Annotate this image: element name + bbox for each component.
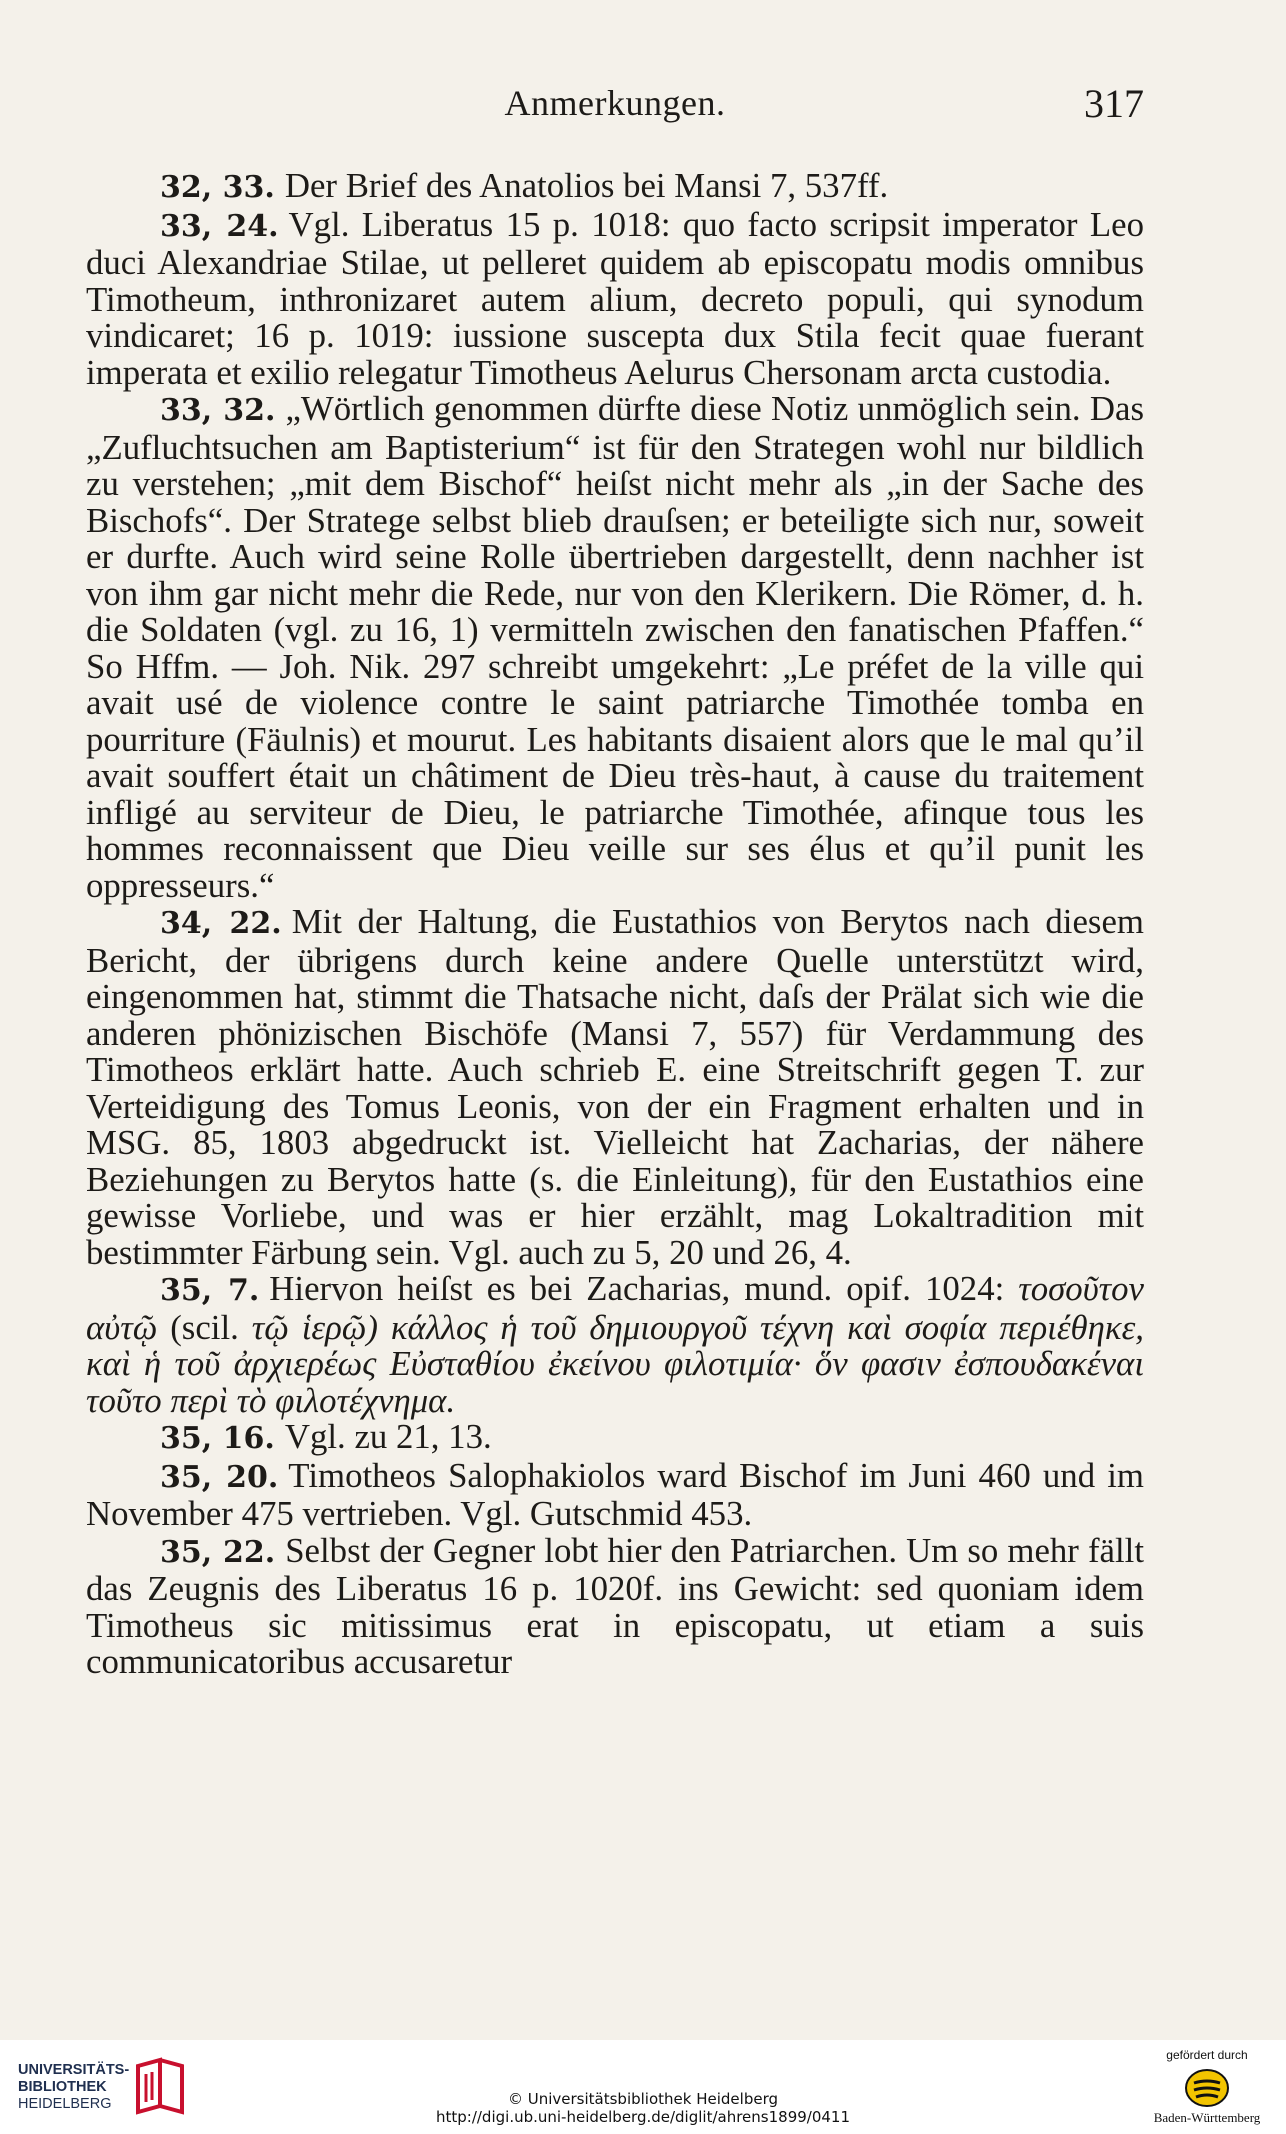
note-text: Vgl. zu 21, 13. (284, 1417, 492, 1456)
note-35-16 (86, 1419, 1144, 1458)
note-ref: 34, 22. (160, 906, 282, 941)
library-name-line: HEIDELBERG (18, 2096, 112, 2112)
running-title: Anmerkungen. (504, 83, 726, 123)
note-text: „Wörtlich genommen dürfte diese Notiz unmöglich sein. Das „Zufluchtsuchen am Baptisterium“ ist für den Strategen wohl nur bildlich zu verstehen; „mit dem Bischof“ heiſst nicht mehr als „in der Sache des Bischofs“. Der Stratege selbst blieb drauſsen; er beteiligte sich nur, soweit er durfte. Auch wird seine Rolle übertrieben dargestellt, denn nachher ist von ihm gar nicht mehr die Rede, nur von den Klerikern. Die Römer, d. h. die Soldaten (vgl. zu 16, 1) vermitteln zwischen den fanatischen Pfaffen.“ So Hffm. — Joh. Nik. 297 schreibt umgekehrt: „Le préfet de la ville qui avait usé de violence contre le saint patriarche Timothée tomba en pourriture (Fäulnis) et mourut. Les habitants disaient alors que le mal qu’il avait souffert était un châtiment de Dieu très-haut, à cause du traitement infligé au serviteur de Dieu, le patriarche Timothée, afinque tous les hommes reconnaissent que Dieu veille sur ses élus et qu’il punit les oppresseurs.“ (86, 389, 1144, 905)
note-text: Der Brief des Anatolios bei Mansi 7, 537ff. (284, 166, 889, 205)
note-text: Vgl. Liberatus 15 p. 1018: quo facto scripsit imperator Leo duci Alexandriae Stilae, ut pelleret quidem ab episcopatu modis omnibus Timotheum, inthronizaret autem alium, decreto populi, qui synodum vindicaret; 16 p. 1019: iussione suscepta dux Stila fecit quae fuerant imperata et exilio relegatur Timotheus Aelurus Chersonam arcta custodia. (86, 204, 1144, 392)
note-35-20 (86, 1455, 1144, 1533)
note-33-32 (86, 391, 1144, 904)
source-url-link[interactable]: http://digi.ub.uni-heidelberg.de/diglit/ahrens1899/0411 (435, 2108, 851, 2126)
state-coat-of-arms-icon (1184, 2068, 1230, 2108)
note-33-24 (86, 204, 1144, 392)
note-32-33 (86, 168, 1144, 207)
sponsor-label: gefördert durch (1166, 2048, 1248, 2062)
note-text: Mit der Haltung, die Eustathios von Berytos nach diesem Bericht, der übrigens durch keine andere Quelle unterstützt wird, eingenommen hat, stimmt die Thatsache nicht, daſs der Prälat sich wie die anderen phönizischen Bischöfe (Mansi 7, 557) für Verdammung des Timotheos erklärt hatte. Auch schrieb E. eine Streitschrift gegen T. zur Verteidigung des Tomus Leonis, von der ein Fragment erhalten und in MSG. 85, 1803 abgedruckt ist. Vielleicht hat Zacharias, der nähere Beziehungen zu Berytos hatte (s. die Einleitung), für den Eustathios eine gewisse Vorliebe, und was er hier erzählt, mag Lokaltradition mit bestimmter Färbung sein. Vgl. auch zu 5, 20 und 26, 4. (86, 902, 1144, 1272)
library-name-line: UNIVERSITÄTS- (18, 2062, 130, 2078)
greek-quote: τοσοῦτον αὐτῷ (86, 1269, 1144, 1347)
note-ref: 35, 22. (160, 1534, 276, 1570)
note-ref: 35, 7. (160, 1273, 260, 1308)
digitization-footer (0, 2040, 1286, 2134)
page-number: 317 (1084, 81, 1144, 126)
greek-quote: τῷ ἱερῷ) κάλλος ἡ τοῦ δημιουργοῦ τέχνη καὶ σοφία περιέθηκε, καὶ ἡ τοῦ ἀρχιερέως Εὐσταθίου ἐκείνου φιλοτιμία· ὅν φασιν ἐσπουδακέναι τοῦτο περὶ τὸ φιλοτέχνημα. (86, 1307, 1145, 1420)
library-name-line: BIBLIOTHEK (18, 2079, 107, 2095)
sponsor-name: Baden-Württemberg (1153, 2110, 1261, 2125)
note-ref: 33, 24. (160, 208, 279, 244)
note-ref: 33, 32. (160, 393, 276, 428)
note-35-7 (86, 1271, 1144, 1419)
note-ref: 32, 33. (160, 170, 275, 205)
note-text: Selbst der Gegner lobt hier den Patriarchen. Um so mehr fällt das Zeugnis des Liberatus 16 p. 1020f. ins Gewicht: sed quoniam idem Timotheus sic mitissimus erat in episcopatu, ut etiam a suis communicatoribus accusaretur (86, 1530, 1144, 1681)
note-text: Hiervon heiſst es bei Zacharias, mund. opif. 1024: (269, 1269, 1005, 1308)
copyright-notice (0, 2090, 1286, 2126)
notes-body (86, 168, 1144, 1681)
note-34-22 (86, 904, 1144, 1271)
copyright-text: © Universitätsbibliothek Heidelberg (507, 2090, 778, 2108)
note-text: Timotheos Salophakiolos ward Bischof im Juni 460 und im November 475 vertrieben. Vgl. Gutschmid 453. (86, 1455, 1144, 1533)
note-text: (scil. (170, 1307, 239, 1347)
sponsor-block (1142, 2048, 1272, 2130)
note-ref: 35, 16. (160, 1421, 275, 1456)
note-ref: 35, 20. (160, 1459, 279, 1495)
note-35-22 (86, 1530, 1144, 1681)
page-header (86, 82, 1144, 132)
